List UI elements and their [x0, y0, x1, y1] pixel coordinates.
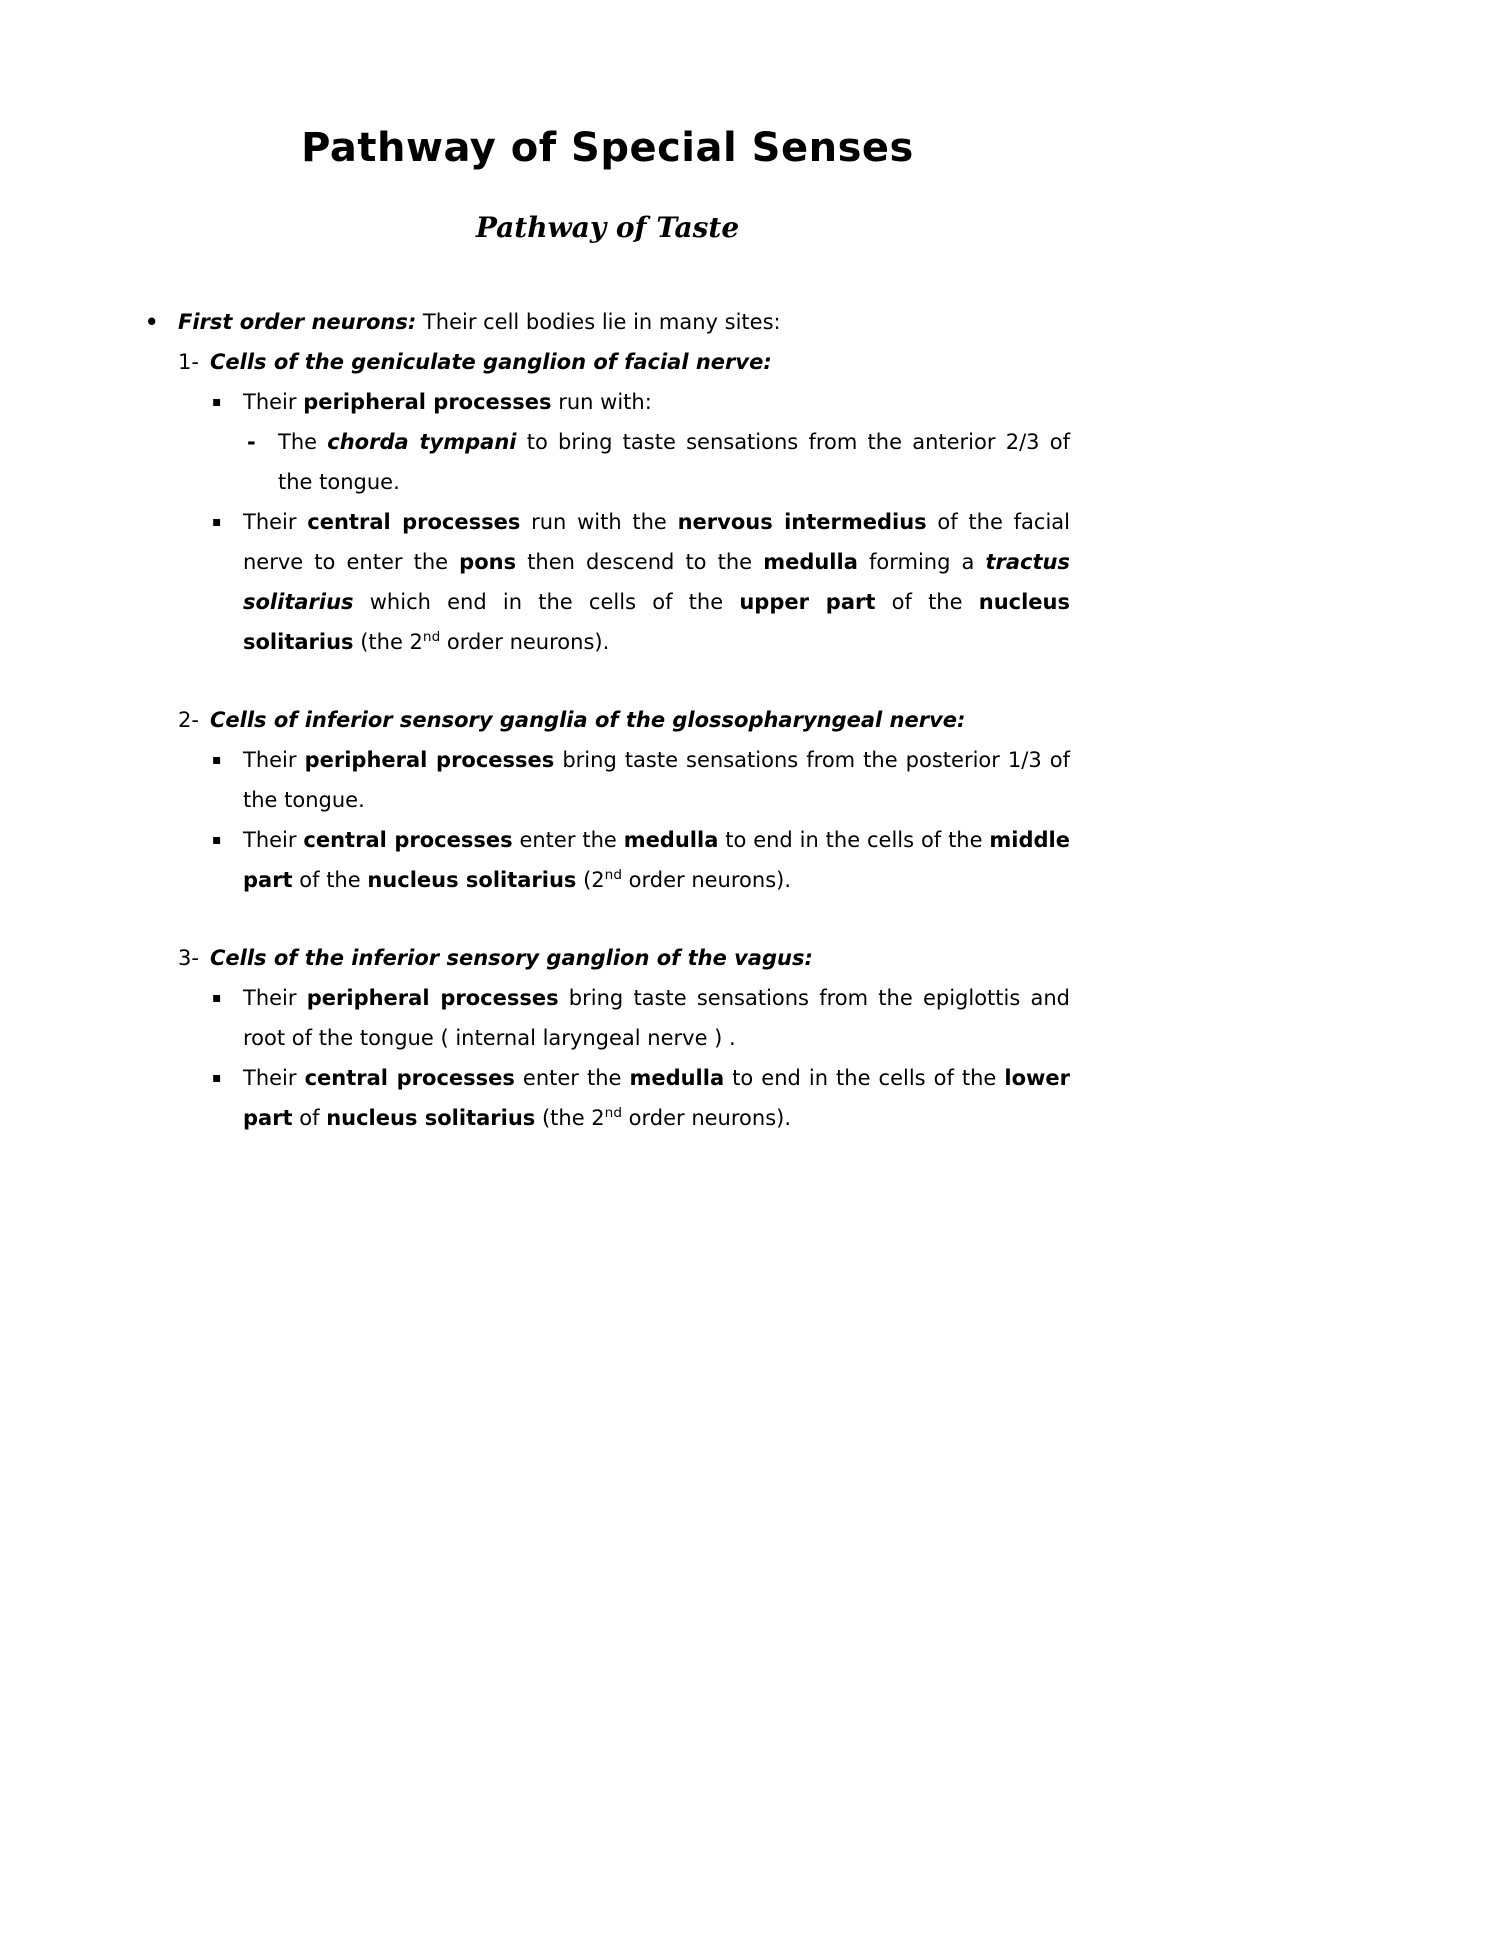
square-bullet-marker: ▪ [212, 752, 222, 769]
list-item [145, 382, 1070, 422]
list-item-text: Their peripheral processes run with: [243, 390, 652, 415]
section-1 [145, 342, 1070, 662]
list-item-text: First order neurons: Their cell bodies lie in many sites: [178, 310, 781, 335]
dash-marker: - [247, 430, 256, 455]
section-number: 1- [178, 350, 199, 375]
list-item [145, 502, 1070, 662]
list-item-text: Their central processes run with the nervous intermedius of the facial nerve to enter the pons then descend to the medulla forming a tractus solitarius which end in the cells of the upper part of the nucleus solitarius (the 2nd order neurons). [243, 510, 1070, 655]
section-heading-row [145, 342, 1070, 382]
section-2 [145, 700, 1070, 900]
section-heading: Cells of the inferior sensory ganglion of the vagus: [210, 946, 813, 971]
section-number: 2- [178, 708, 199, 733]
list-item-text: Their peripheral processes bring taste sensations from the epiglottis and root of the tongue ( internal laryngeal nerve ) . [243, 986, 1070, 1051]
section-3 [145, 938, 1070, 1138]
document-content [145, 0, 1070, 1138]
section-heading: Cells of the geniculate ganglion of facial nerve: [210, 350, 772, 375]
section-heading: Cells of inferior sensory ganglia of the glossopharyngeal nerve: [210, 708, 966, 733]
square-bullet-marker: ▪ [212, 990, 222, 1007]
section-heading-row [145, 938, 1070, 978]
list-item [145, 1058, 1070, 1138]
bullet-marker: • [145, 310, 159, 335]
section-number: 3- [178, 946, 199, 971]
list-item-text: Their central processes enter the medulla to end in the cells of the middle part of the nucleus solitarius (2nd order neurons). [243, 828, 1070, 893]
square-bullet-marker: ▪ [212, 514, 222, 531]
list-item [145, 820, 1070, 900]
list-subitem [145, 422, 1070, 502]
list-item-text: Their peripheral processes bring taste sensations from the posterior 1/3 of the tongue. [243, 748, 1071, 813]
document-body [145, 302, 1070, 1138]
list-item [145, 740, 1070, 820]
page-title: Pathway of Special Senses [301, 125, 914, 171]
square-bullet-marker: ▪ [212, 394, 222, 411]
list-item-intro [145, 302, 1070, 342]
page-subtitle: Pathway of Taste [475, 211, 740, 244]
list-item-text: The chorda tympani to bring taste sensations from the anterior 2/3 of the tongue. [278, 430, 1070, 495]
section-heading-row [145, 700, 1070, 740]
square-bullet-marker: ▪ [212, 1070, 222, 1087]
list-item-text: Their central processes enter the medulla to end in the cells of the lower part of nucleus solitarius (the 2nd order neurons). [243, 1066, 1071, 1131]
list-item [145, 978, 1070, 1058]
square-bullet-marker: ▪ [212, 832, 222, 849]
